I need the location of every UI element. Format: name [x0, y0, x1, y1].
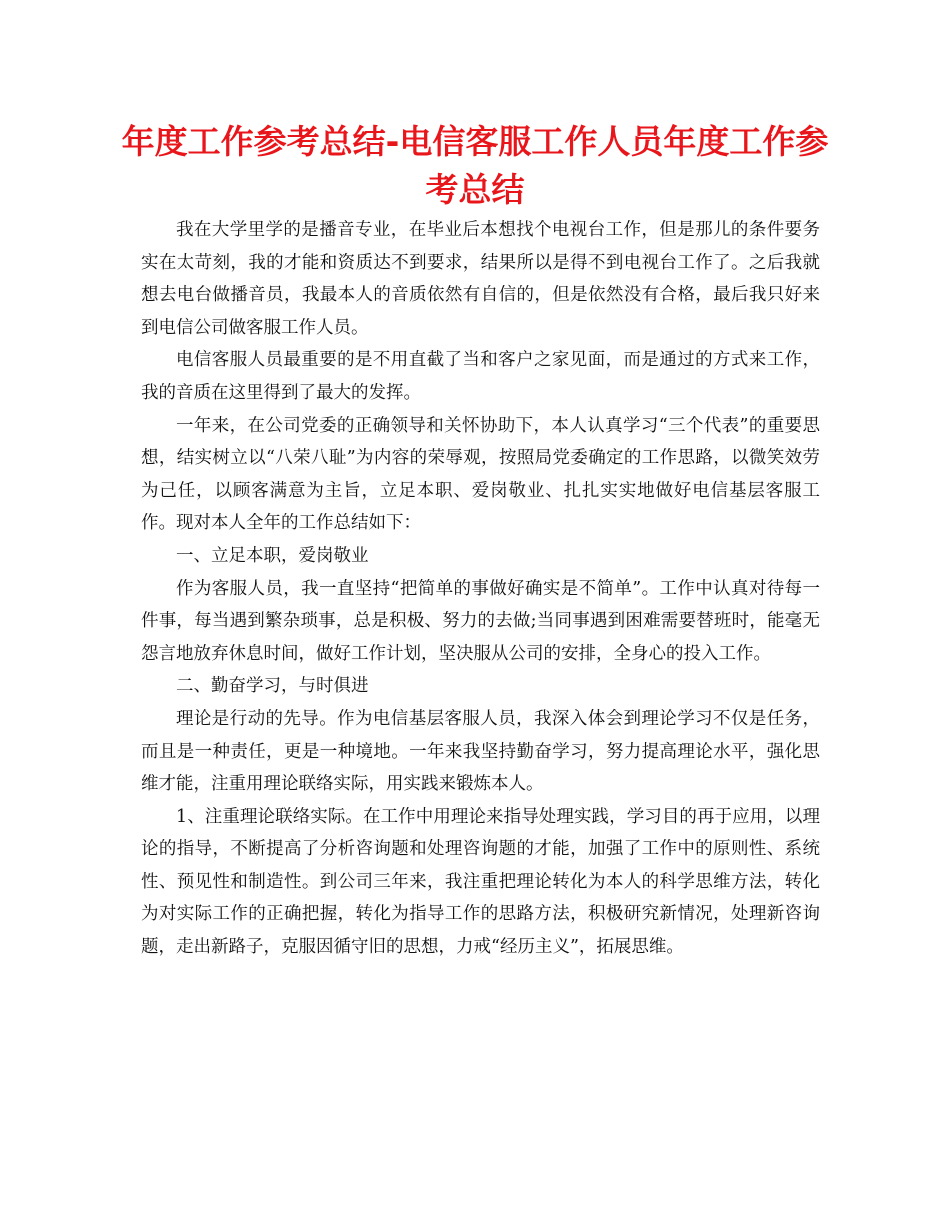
paragraph: 作为客服人员，我一直坚持“把简单的事做好确实是不简单”。工作中认真对待每一件事，每当遇到繁杂琐事，总是积极、努力的去做;当同事遇到困难需要替班时，能毫无怨言地放弃休息时间，做好工作计划，坚决服从公司的安排，全身心的投入工作。: [141, 578, 820, 664]
paragraph: 一年来，在公司党委的正确领导和关怀协助下，本人认真学习“三个代表”的重要思想，结实树立以“八荣八耻”为内容的荣辱观，按照局党委确定的工作思路，以微笑效劳为己任，以顾客满意为主旨，立足本职、爱岗敬业、扎扎实实地做好电信基层客服工作。现对本人全年的工作总结如下：: [141, 415, 820, 534]
section-heading: 二、勤奋学习，与时俱进: [176, 676, 369, 697]
section-heading: 一、立足本职，爱岗敬业: [176, 545, 369, 566]
document-title: 年度工作参考总结-电信客服工作人员年度工作参考总结: [121, 122, 829, 209]
paragraph: 电信客服人员最重要的是不用直截了当和客户之家见面，而是通过的方式来工作，我的音质在这里得到了最大的发挥。: [141, 350, 820, 403]
paragraph: 我在大学里学的是播音专业，在毕业后本想找个电视台工作，但是那儿的条件要务实在太苛刻，我的才能和资质达不到要求，结果所以是得不到电视台工作了。之后我就想去电台做播音员，我最本人的音质依然有自信的，但是依然没有合格，最后我只好来到电信公司做客服工作人员。: [141, 220, 820, 338]
paragraph: 理论是行动的先导。作为电信基层客服人员，我深入体会到理论学习不仅是任务，而且是一种责任，更是一种境地。一年来我坚持勤奋学习，努力提高理论水平，强化思维才能，注重用理论联络实际，用实践来锻炼本人。: [141, 708, 820, 795]
document-body: [141, 214, 820, 964]
paragraph: 1、注重理论联络实际。在工作中用理论来指导处理实践，学习目的再于应用，以理论的指导，不断提高了分析咨询题和处理咨询题的才能，加强了工作中的原则性、系统性、预见性和制造性。到公司三年来，我注重把理论转化为本人的科学思维方法，转化为对实际工作的正确把握，转化为指导工作的思路方法，积极研究新情况，处理新咨询题，走出新路子，克服因循守旧的思想，力戒“经历主义”，拓展思维。: [141, 806, 820, 958]
